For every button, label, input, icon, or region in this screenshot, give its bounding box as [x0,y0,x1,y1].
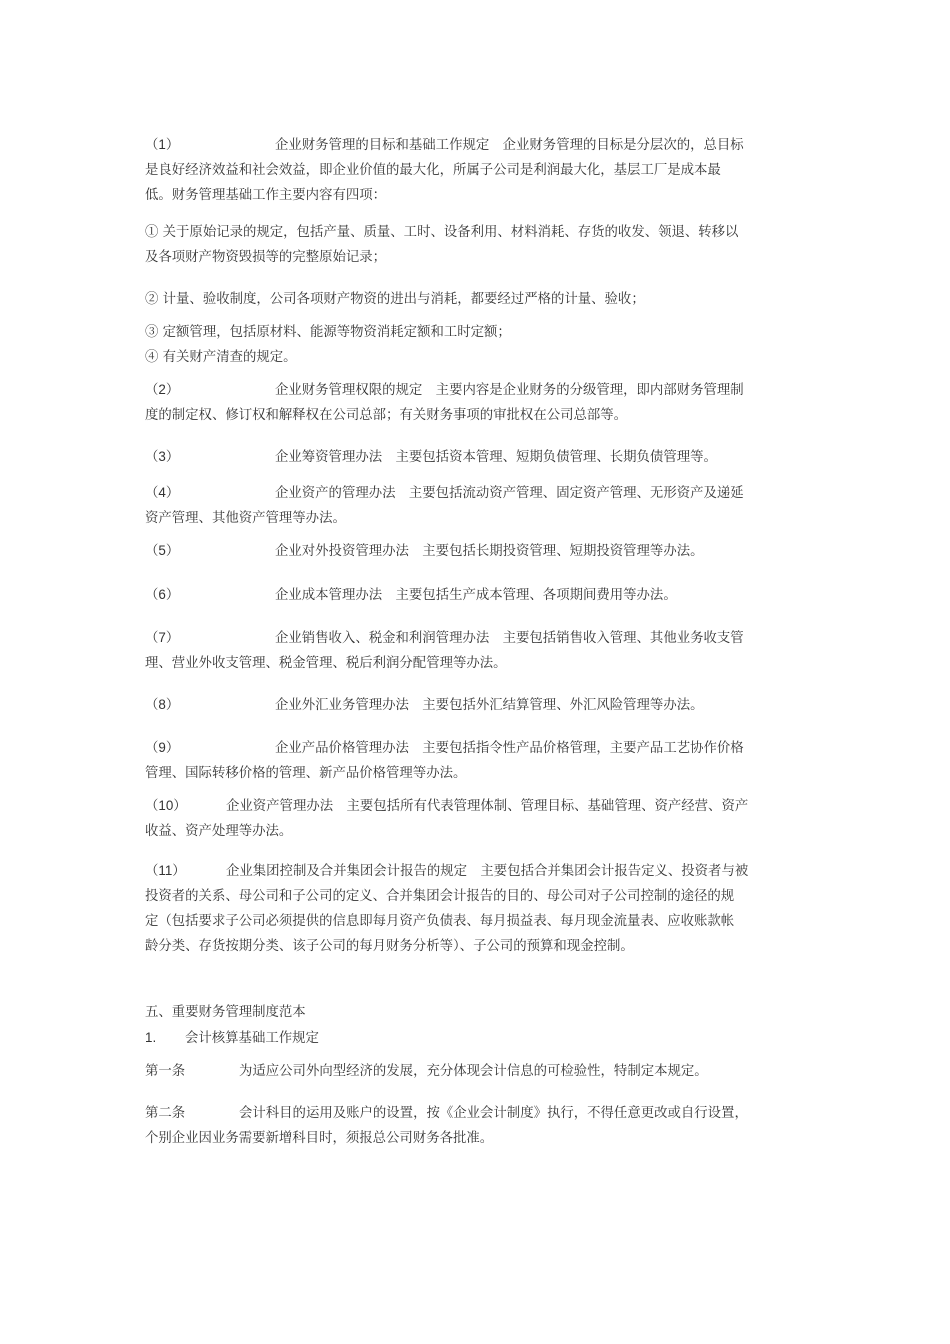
item-text: 低。财务管理基础工作主要内容有四项： [145,188,387,203]
subitem-2 [145,287,785,312]
item-3 [145,444,785,470]
item-text: 企业财务管理权限的规定 主要内容是企业财务的分级管理，即内部财务管理制 [275,383,744,398]
item-text: 企业外汇业务管理办法 主要包括外汇结算管理、外汇风险管理等办法。 [275,698,704,713]
item-text: 企业销售收入、税金和利润管理办法 主要包括销售收入管理、其他业务收支管 [275,631,744,646]
article-label: 第一条 [145,1064,186,1079]
item-text: 管理、国际转移价格的管理、新产品价格管理等办法。 [145,766,467,781]
article-text: 个别企业因业务需要新增科目时，须报总公司财务各批准。 [145,1131,494,1146]
item-text: 收益、资产处理等办法。 [145,824,293,839]
item-text: 定（包括要求子公司必须提供的信息即每月资产负债表、每月损益表、每月现金流量表、应收账款帐 [145,914,735,929]
item-number: （6） [145,587,180,602]
subitem-text: ④ 有关财产清查的规定。 [145,350,297,365]
item-number: （8） [145,697,180,712]
section-heading-block [145,1000,785,1051]
item-text: 投资者的关系、母公司和子公司的定义、合并集团会计报告的目的、母公司对子公司控制的途径的规 [145,889,735,904]
item-text: 企业产品价格管理办法 主要包括指令性产品价格管理，主要产品工艺协作价格 [275,741,744,756]
subitem-text: ① 关于原始记录的规定，包括产量、质量、工时、设备利用、材料消耗、存货的收发、领退、转移以 [145,225,739,240]
item-text: 企业资产的管理办法 主要包括流动资产管理、固定资产管理、无形资产及递延 [275,486,744,501]
item-2 [145,377,785,428]
item-1 [145,132,785,208]
item-number: （2） [145,382,180,397]
item-text: 企业成本管理办法 主要包括生产成本管理、各项期间费用等办法。 [275,588,677,603]
article-text: 为适应公司外向型经济的发展，充分体现会计信息的可检验性，特制定本规定。 [239,1064,708,1079]
article-1 [145,1059,785,1084]
item-text: 理、营业外收支管理、税金管理、税后利润分配管理等办法。 [145,656,507,671]
item-number: （4） [145,485,180,500]
subitem-text: ③ 定额管理，包括原材料、能源等物资消耗定额和工时定额； [145,325,511,340]
item-number: （9） [145,740,180,755]
item-number: （7） [145,630,180,645]
item-text: 企业财务管理的目标和基础工作规定 企业财务管理的目标是分层次的，总目标 [275,138,744,153]
item-9 [145,735,785,786]
item-number: （11） [145,863,186,878]
item-text: 企业对外投资管理办法 主要包括长期投资管理、短期投资管理等办法。 [275,544,704,559]
subitem-text: ② 计量、验收制度，公司各项财产物资的进出与消耗，都要经过严格的计量、验收； [145,292,645,307]
item-text: 度的制定权、修订权和解释权在公司总部；有关财务事项的审批权在公司总部等。 [145,408,628,423]
subsection-title: 会计核算基础工作规定 [185,1031,319,1046]
section-heading: 五、重要财务管理制度范本 [145,1005,306,1020]
item-6 [145,582,785,608]
item-text: 龄分类、存货按期分类、该子公司的每月财务分析等）、子公司的预算和现金控制。 [145,939,634,954]
item-number: （10） [145,798,187,813]
item-10 [145,793,785,844]
item-text: 企业筹资管理办法 主要包括资本管理、短期负债管理、长期负债管理等。 [275,450,717,465]
subitem-1 [145,220,785,270]
item-4 [145,480,785,531]
item-text: 企业集团控制及合并集团会计报告的规定 主要包括合并集团会计报告定义、投资者与被 [226,864,749,879]
item-number: （3） [145,449,180,464]
subitem-3 [145,320,785,370]
item-text: 是良好经济效益和社会效益，即企业价值的最大化，所属子公司是利润最大化，基层工厂是成本最 [145,163,721,178]
item-number: （5） [145,543,180,558]
subitem-text: 及各项财产物资毁损等的完整原始记录； [145,250,387,265]
article-label: 第二条 [145,1106,186,1121]
item-number: （1） [145,137,180,152]
article-2 [145,1101,785,1151]
item-text: 企业资产管理办法 主要包括所有代表管理体制、管理目标、基础管理、资产经营、资产 [226,799,749,814]
item-8 [145,692,785,718]
article-text: 会计科目的运用及账户的设置，按《企业会计制度》执行，不得任意更改或自行设置， [239,1106,748,1121]
subsection-number: 1. [145,1030,157,1045]
item-5 [145,538,785,564]
item-11 [145,858,785,959]
item-text: 资产管理、其他资产管理等办法。 [145,511,346,526]
item-7 [145,625,785,676]
